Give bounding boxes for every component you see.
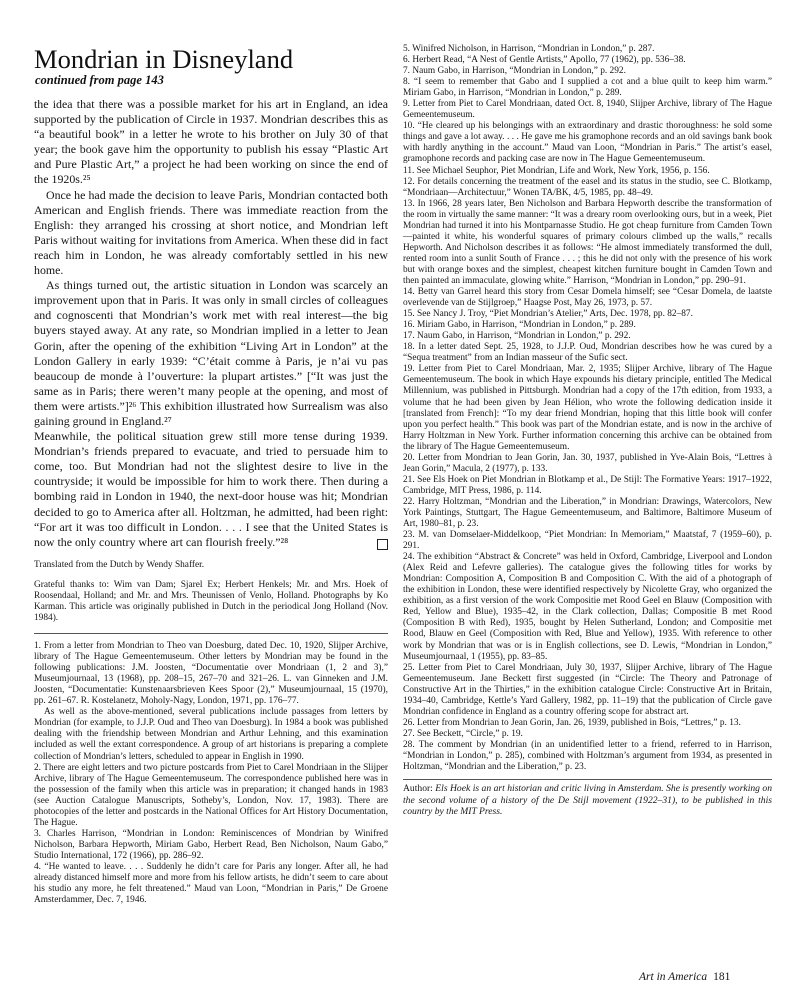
footnote: 23. M. van Domselaer-Middelkoop, “Piet Mondrian: In Memoriam,” Maatstaf, 7 (1959–60), p. 291. bbox=[403, 530, 772, 552]
page-number: 181 bbox=[713, 971, 731, 983]
spacer bbox=[34, 634, 388, 641]
spacer bbox=[34, 571, 388, 580]
footnote: 11. See Michael Seuphor, Piet Mondrian, Life and Work, New York, 1956, p. 156. bbox=[403, 165, 710, 176]
footnote: 25. Letter from Piet to Carel Mondriaan, July 30, 1937, Slijper Archive, library of The Hague Gemeentemuseum. Jane Beckett first suggested (in “Circle: The Theory and Patronage of Constructive Art in the Thirties,” in the exhibition catalogue Circle: Constructive Art in Britain, 1934–40, Cambridge, Kettle’s Yard Gallery, 1982, pp. 11–19) that the publication of Circle gave Mondrian confidence in England as a country offering scope for abstract art. bbox=[403, 662, 772, 717]
end-of-article-square-icon bbox=[377, 539, 388, 550]
footnote: 21. See Els Hoek on Piet Mondrian in Blotkamp et al., De Stijl: The Formative Years: 1917–1922, Cambridge, MIT Press, 1986, p. 114. bbox=[403, 474, 772, 496]
footnote: 13. In 1966, 28 years later, Ben Nicholson and Barbara Hepworth describe the transformation of the room in virtually the same manner: “It was a dreary room overlooking ours, but in a week, Piet Mondrian had turned it into his Montparnasse Studio. He got cheap furniture from Camden Town—painted it white, his wonderful squares of primary colours climbed up the walls,” recalls Hepworth. And Nicholson describes it as follows: “He almost immediately transformed the dull, rented room into a sunlit South of France . . . ; this he did not only with the presence of his work but with orange boxes and the simplest, cheapest kitchen furniture bought in Camden Town and then painted an immaculate, glowing white.” Harrison, “Mondrian in London,” pp. 290–91. bbox=[403, 198, 772, 286]
body-paragraph-last bbox=[34, 429, 388, 550]
footnote: 10. “He cleared up his belongings with an extraordinary and drastic thoroughness: he sold some things and gave a lot away. . . . He gave me his gramophone records and an old savings bank book with hardly anything in the account.” Maud van Loon, “Mondrian in Paris.” The artist’s easel, gramophone records and packing case are now in The Hague Gemeentemuseum. bbox=[403, 121, 772, 165]
footnote: 14. Betty van Garrel heard this story from Cesar Domela himself; see “Cesar Domela, de laatste overlevende van de Stijlgroep,” Haagse Post, May 26, 1973, p. 57. bbox=[403, 287, 772, 309]
author-label: Author: bbox=[403, 783, 436, 795]
footnote: 16. Miriam Gabo, in Harrison, “Mondrian in London,” p. 289. bbox=[403, 320, 636, 331]
footnote: 4. “He wanted to leave. . . . Suddenly he didn’t care for Paris any longer. After all, he had already distanced himself more and more from his fellow artists, he didn’t seem to care about his studio any more, he felt threatened.” Maud van Loon, “Mondrian in Paris,” De Groene Amsterdammer, Dec. 7, 1946. bbox=[34, 861, 388, 906]
footnote: As well as the above-mentioned, several publications include passages from letters by Mondrian (for example, to J.J.P. Oud and Theo van Doesburg). In 1984 a book was published dealing with the friendship between Mondrian and Arthur Lehning, and this examination included as well the extant correspondence. A group of art historians is preparing a complete collection of Mondrian’s letters, scheduled to appear in English in 1990. bbox=[34, 707, 388, 762]
footnote: 7. Naum Gabo, in Harrison, “Mondrian in London,” p. 292. bbox=[403, 66, 626, 77]
footnote: 22. Harry Holtzman, “Mondrian and the Liberation,” in Mondrian: Drawings, Watercolors, New York Paintings, Stuttgart, The Hague Gemeentemuseum, and Baltimore, Baltimore Museum of Art, 1980–81, p. 23. bbox=[403, 496, 772, 530]
page-footer bbox=[639, 971, 730, 983]
body-paragraph-text: Meanwhile, the political situation grew still more tense during 1939. Mondrian’s friends prepared to evacuate, and tried to persuade him to come, too. But Mondrian had not the slightest desire to live in the countryside; it would be impossible for him to work there. Then during a bombing raid in London in 1940, the next-door house was hit; Mondrian decided to go to America after all. Holtzman, he admitted, had been right: “For art it was too difficult in London. . . . I see that the United States is now the only country where art can flourish freely.”²⁸ bbox=[34, 429, 388, 549]
footnote: 24. The exhibition “Abstract & Concrete” was held in Oxford, Cambridge, Liverpool and London (Alex Reid and Lefevre galleries). The catalogue gives the following titles for works by Mondrian: Composition A, Composition B and Composition C. With the aid of a photograph of the exhibition in London, these were identified respectively by Nicolette Gray, who organized the exhibition, as a first version of the work Compositie met Rood Geel en Blauw (Composition with Red, Yellow and Blue), 1935–42, in the Clark collection, Dallas; Compositie B met Rood (Composition B with Red), 1935, bought by Helen Sutherland, London; and Compositie met Rood, Blauw en Geel (Composition with Red, Blue and Yellow), 1935. With reference to other work by Mondrian that was or is in English collections, see D. Lewis, “Mondrian in London,” Museumjournaal, 1 (1955), pp. 83–85. bbox=[403, 552, 772, 662]
footnote: 12. For details concerning the treatment of the easel and its status in the studio, see C. Blotkamp, “Mondriaan—Architectuur,” Wonen TA/BK, 4/5, 1985, pp. 48–49. bbox=[403, 176, 772, 198]
article-title: Mondrian in Disneyland bbox=[34, 44, 294, 74]
magazine-name: Art in America bbox=[639, 971, 708, 983]
acknowledgments: Grateful thanks to: Wim van Dam; Sjarel Ex; Herbert Henkels; Mr. and Mrs. Hoek of Roosendaal, Holland; and Mr. and Mrs. Theunissen of Venlo, Holland. Photographs by Ko Karman. This article was originally published in Dutch in the periodical Jong Holland (Nov. 1984). bbox=[34, 579, 388, 623]
left-column bbox=[34, 97, 388, 906]
continued-line: continued from page 143 bbox=[35, 73, 164, 87]
footnote: 26. Letter from Mondrian to Jean Gorin, Jan. 26, 1939, published in Bois, “Lettres,” p. 13. bbox=[403, 717, 741, 728]
translation-credit: Translated from the Dutch by Wendy Shaffer. bbox=[34, 559, 205, 570]
spacer bbox=[34, 624, 388, 633]
footnote: 28. The comment by Mondrian (in an unidentified letter to a friend, referred to in Harrison, “Mondrian in London,” p. 285), combined with Holtzman’s argument from 1934, as presented in Holtzman, “Mondrian and the Liberation,” p. 23. bbox=[403, 739, 772, 773]
footnote: 3. Charles Harrison, “Mondrian in London: Reminiscences of Mondrian by Winifred Nicholson, Barbara Hepworth, Miriam Gabo, Herbert Read, Ben Nicholson, Naum Gabo,” Studio International, 172 (1966), pp. 286–92. bbox=[34, 828, 388, 861]
body-paragraph: As things turned out, the artistic situation in London was scarcely an improvement upon that in Paris. It was only in small circles of colleagues and cognoscenti that Mondrian’s work met with real interest—the big buyers stayed away. At any rate, so Mondrian implied in a letter to Jean Gorin, after the opening of the exhibition “Living Art in London” at the London Gallery in early 1939: “C’était comme à Paris, je n’ai vu pas beaucoup de monde à l’ouverture: la plupart artistes.” [“It was just the same as in Paris; there weren’t many people at the opening, and most of them were artists.”]²⁶ This exhibition illustrated how Surrealism was also gaining ground in England.²⁷ bbox=[34, 278, 388, 428]
right-column bbox=[403, 44, 772, 818]
footnote: 5. Winifred Nicholson, in Harrison, “Mondrian in London,” p. 287. bbox=[403, 44, 655, 54]
footnote: 8. “I seem to remember that Gabo and I supplied a cot and a blue quilt to keep him warm.” Miriam Gabo, in Harrison, “Mondrian in London,” p. 289. bbox=[403, 77, 772, 99]
footnote: 2. There are eight letters and two picture postcards from Piet to Carel Mondriaan in the Slijper Archive, library of The Hague Gemeentemuseum. The correspondence published here was in the possession of the family when this article was in preparation; it changed hands in 1983 (see Auction Catalogue Manuscripts, Sotheby’s, London, Nov. 17, 1983). There are photocopies of the letter and postcards in the National Offices for Art History Documentation, The Hague. bbox=[34, 762, 388, 828]
footnote: 17. Naum Gabo, in Harrison, “Mondrian in London,” p. 292. bbox=[403, 331, 631, 342]
footnote: 6. Herbert Read, “A Nest of Gentle Artists,” Apollo, 77 (1962), pp. 536–38. bbox=[403, 55, 686, 66]
footnote: 20. Letter from Mondrian to Jean Gorin, Jan. 30, 1937, published in Yve-Alain Bois, “Lettres à Jean Gorin,” Macula, 2 (1977), p. 133. bbox=[403, 452, 772, 474]
footnote: 1. From a letter from Mondrian to Theo van Doesburg, dated Dec. 10, 1920, Slijper Archive, library of The Hague Gemeentemuseum. Other letters by Mondrian may be found in the following publications: J.M. Joosten, “Documentatie over Mondriaan (1, 2 and 3),” Museumjournaal, 13 (1968), pp. 208–15, 267–70 and 321–26. L. van Ginneken and J.M. Joosten, “Documentatie: Kunstenaarsbrieven Kees Spoor (2),” Museumjournaal, 15 (1970), pp. 261–67. R. Kostelanetz, Moholy-Nagy, London, 1971, pp. 176–77. bbox=[34, 641, 388, 707]
body-paragraph: Once he had made the decision to leave Paris, Mondrian contacted both American and English friends. There was immediate reaction from the English: they arranged his crossing at short notice, and Mondrian left Paris without waiting for invitations from America. When these did in fact reach him in London, he was already comfortably settled in his new home. bbox=[34, 187, 388, 278]
spacer bbox=[34, 550, 388, 560]
footnote: 18. In a letter dated Sept. 25, 1928, to J.J.P. Oud, Mondrian describes how he was cured by a “Sequa treatment” from an Indian masseur of the Sufic sect. bbox=[403, 342, 772, 364]
author-bio bbox=[403, 783, 772, 818]
footnote: 19. Letter from Piet to Carel Mondriaan, Mar. 2, 1935; Slijper Archive, library of The Hague Gemeentemuseum. The book in which Haye expounds his dietary principle, entitled The Medical Millennium, was published in Pittsburgh. Mondrian had a copy of the 17th edition, from 1933, a volume that he had been given by Jean Hélion, who wrote the following dedication inside it [translated from French]: “To my dear friend Mondrian, hoping that this little book will confer upon you perfect health.” This book was part of the Mondrian estate, and is now in the archive of Harry Holtzman in New York. Further information concerning this archive can be obtained from the library of The Hague Gemeentemuseum. bbox=[403, 364, 772, 452]
footnote: 27. See Beckett, “Circle,” p. 19. bbox=[403, 728, 523, 739]
footnote: 9. Letter from Piet to Carel Mondriaan, dated Oct. 8, 1940, Slijper Archive, library of The Hague Gemeentemuseum. bbox=[403, 99, 772, 121]
author-bio-text: Els Hoek is an art historian and critic living in Amsterdam. She is presently working on the second volume of a history of the De Stijl movement (1922–31), to be published in this country by the MIT Press. bbox=[403, 783, 772, 818]
footnote: 15. See Nancy J. Troy, “Piet Mondrian’s Atelier,” Arts, Dec. 1978, pp. 82–87. bbox=[403, 309, 693, 320]
footnote-list bbox=[403, 44, 772, 773]
body-paragraph: the idea that there was a possible market for his art in England, an idea supported by the publication of Circle in 1937. Mondrian describes this as “a beautiful book” in a letter he wrote to his brother on July 30 of that year; the book gave him the opportunity to publish his essay “Plastic Art and Pure Plastic Art,” a project he had been working on since the end of the 1920s.²⁵ bbox=[34, 97, 388, 187]
